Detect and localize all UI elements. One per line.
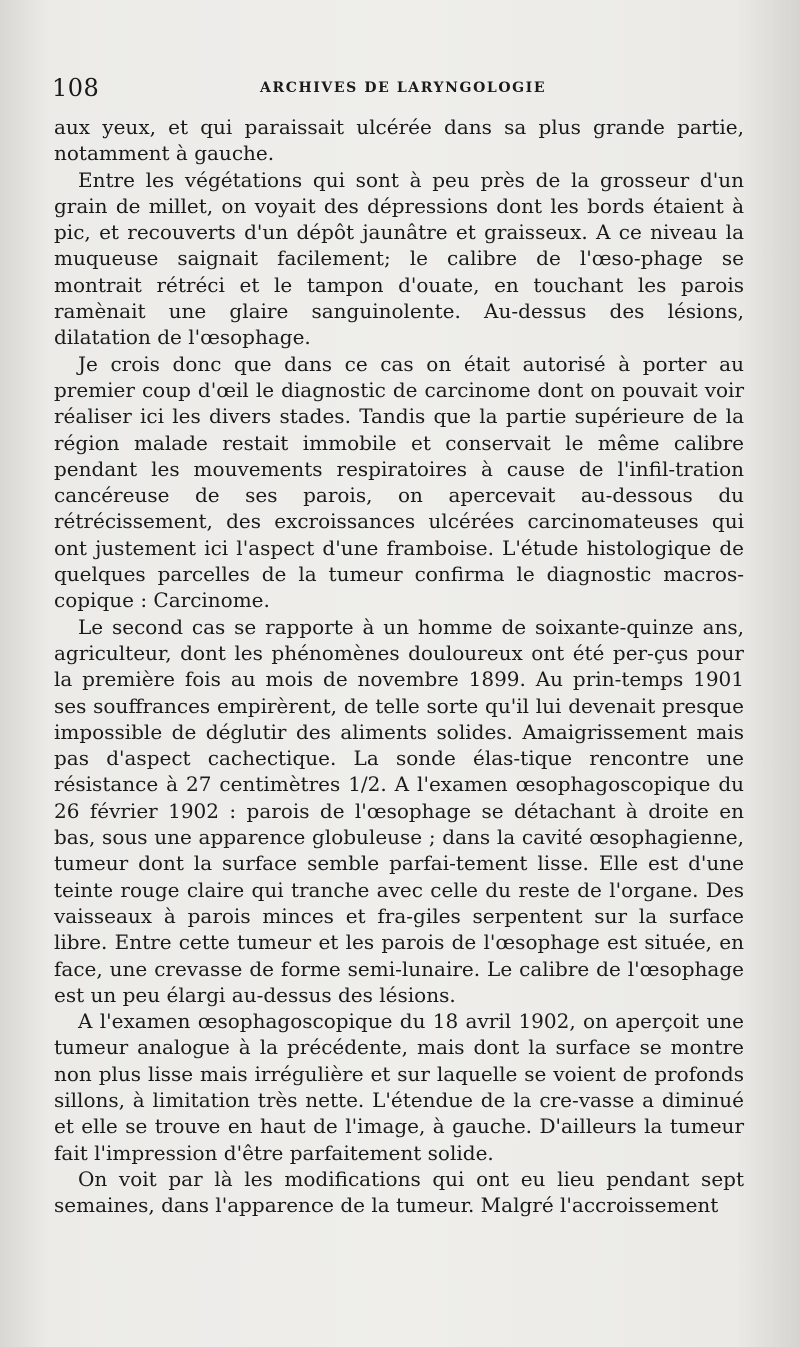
body-text — [54, 114, 744, 1218]
paragraph-continuation: aux yeux, et qui paraissait ulcérée dans sa plus grande partie, notamment à gauche. — [54, 115, 744, 166]
running-title: ARCHIVES DE LARYNGOLOGIE — [260, 80, 547, 96]
paragraph-diagnostic: Je crois donc que dans ce cas on était autorisé à porter au premier coup d'œil le diagnostic de carcinome dont on pouvait voir réaliser ici les divers stades. Tandis que la partie supérieure de la région malade restait immobile et conservait le même calibre pendant les mouvements respiratoires à cause de l'infil-tration cancéreuse de ses parois, on apercevait au-dessous du rétrécissement, des excroissances ulcérées carcinomateuses qui ont justement ici l'aspect d'une framboise. L'étude histologique de quelques parcelles de la tumeur confirma le diagnostic macros-copique : Carcinome. — [54, 351, 744, 613]
page-number: 108 — [52, 74, 100, 102]
page-header — [52, 72, 752, 104]
paragraph-modifications: On voit par là les modifications qui ont eu lieu pendant sept semaines, dans l'apparence de la tumeur. Malgré l'accroissement — [54, 1166, 744, 1218]
paragraph-second-case: Le second cas se rapporte à un homme de soixante-quinze ans, agriculteur, dont les phénomènes douloureux ont été per-çus pour la première fois au mois de novembre 1899. Au prin-temps 1901 ses souffrances empirèrent, de telle sorte qu'il lui devenait presque impossible de déglutir des aliments solides. Amaigrissement mais pas d'aspect cachectique. La sonde élas-tique rencontre une résistance à 27 centimètres 1/2. A l'examen œsophagoscopique du 26 février 1902 : parois de l'œsophage se détachant à droite en bas, sous une apparence globuleuse ; dans la cavité œsophagienne, tumeur dont la surface semble parfai-tement lisse. Elle est d'une teinte rouge claire qui tranche avec celle du reste de l'organe. Des vaisseaux à parois minces et fra-giles serpentent sur la surface libre. Entre cette tumeur et les parois de l'œsophage est située, en face, une crevasse de forme semi-lunaire. Le calibre de l'œsophage est un peu élargi au-dessus des lésions. — [54, 614, 744, 1007]
paragraph-vegetations: Entre les végétations qui sont à peu près de la grosseur d'un grain de millet, on voyait des dépressions dont les bords étaient à pic, et recouverts d'un dépôt jaunâtre et graisseux. A ce niveau la muqueuse saignait facilement; le calibre de l'œso-phage se montrait rétréci et le tampon d'ouate, en touchant les parois ramènait une glaire sanguinolente. Au-dessus des lésions, dilatation de l'œsophage. — [54, 167, 744, 350]
paragraph-april-exam: A l'examen œsophagoscopique du 18 avril 1902, on aperçoit une tumeur analogue à la précédente, mais dont la surface se montre non plus lisse mais irrégulière et sur laquelle se voient de profonds sillons, à limitation très nette. L'étendue de la cre-vasse a diminué et elle se trouve en haut de l'image, à gauche. D'ailleurs la tumeur fait l'impression d'être parfaitement solide. — [54, 1009, 744, 1165]
